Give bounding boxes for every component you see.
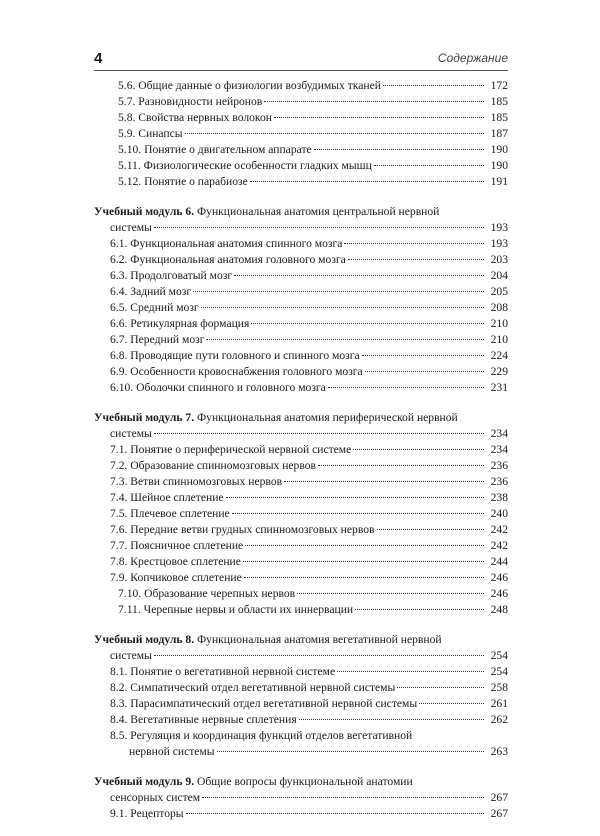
toc-entry: 7.1. Понятие о периферической нервной системе 234 — [110, 443, 508, 456]
module-7-title: Учебный модуль 7. Функциональная анатомия периферической нервной — [94, 411, 458, 424]
toc-entry: 6.9. Особенности кровоснабжения головного мозга 229 — [110, 365, 508, 378]
toc-entry: 5.6. Общие данные о физиологии возбудимых тканей 172 — [118, 79, 508, 92]
toc-entry: 5.11. Физиологические особенности гладких мышц 190 — [118, 159, 508, 172]
toc-entry: 9.1. Рецепторы 267 — [110, 807, 508, 820]
toc-entry-cont: нервной системы 263 — [129, 745, 508, 758]
toc-entry: 8.2. Симпатический отдел вегетативной нервной системы 258 — [110, 681, 508, 694]
toc-entry: 6.4. Задний мозг 205 — [110, 285, 508, 298]
page-number: 4 — [94, 50, 103, 67]
toc-entry: 6.3. Продолговатый мозг 204 — [110, 269, 508, 282]
toc-entry: 5.9. Синапсы 187 — [118, 127, 508, 140]
toc-entry: 7.5. Плечевое сплетение 240 — [110, 507, 508, 520]
toc-entry: 7.9. Копчиковое сплетение 246 — [110, 571, 508, 584]
header-rule — [94, 70, 508, 71]
toc-entry: 8.1. Понятие о вегетативной нервной системе 254 — [110, 665, 508, 678]
toc-entry: 8.4. Вегетативные нервные сплетения 262 — [110, 713, 508, 726]
module-6-title: Учебный модуль 6. Функциональная анатомия центральной нервной — [94, 205, 440, 218]
toc-entry: 5.7. Разновидности нейронов 185 — [118, 95, 508, 108]
module-8 — [94, 632, 508, 760]
running-title: Содержание — [437, 51, 508, 65]
toc-entry: 6.8. Проводящие пути головного и спинного мозга 224 — [110, 349, 508, 362]
toc-entry: 5.12. Понятие о парабиозе 191 — [118, 175, 508, 188]
toc-entry: 6.5. Средний мозг 208 — [110, 301, 508, 314]
module-7-title-cont: системы 234 — [110, 427, 508, 440]
module-6-title-cont: системы 193 — [110, 221, 508, 234]
toc-entry: 7.6. Передние ветви грудных спинномозговых нервов 242 — [110, 523, 508, 536]
toc-entry: 6.2. Функциональная анатомия головного мозга 203 — [110, 253, 508, 266]
module-6 — [94, 204, 508, 396]
toc-entry: 6.6. Ретикулярная формация 210 — [110, 317, 508, 330]
toc-entry: 7.7. Поясничное сплетение 242 — [110, 539, 508, 552]
module-7 — [94, 410, 508, 618]
module-9 — [94, 774, 508, 822]
toc-entry: 7.8. Крестцовое сплетение 244 — [110, 555, 508, 568]
toc-entry: 7.11. Черепные нервы и области их иннервации 248 — [118, 603, 508, 616]
toc-entry: 6.1. Функциональная анатомия спинного мозга 193 — [110, 237, 508, 250]
toc-entry: 8.5. Регуляция и координация функций отделов вегетативной — [110, 729, 413, 742]
toc-entry: 5.8. Свойства нервных волокон 185 — [118, 111, 508, 124]
toc-entry: 7.2. Образование спинномозговых нервов 236 — [110, 459, 508, 472]
toc-entry: 5.10. Понятие о двигательном аппарате 190 — [118, 143, 508, 156]
toc-entry: 6.10. Оболочки спинного и головного мозга 231 — [110, 381, 508, 394]
page-header — [94, 50, 508, 72]
toc-entry: 7.4. Шейное сплетение 238 — [110, 491, 508, 504]
toc-entry: 8.3. Парасимпатический отдел вегетативной нервной системы 261 — [110, 697, 508, 710]
module-9-title: Учебный модуль 9. Общие вопросы функциональной анатомии — [94, 775, 413, 788]
module-8-title: Учебный модуль 8. Функциональная анатомия вегетативной нервной — [94, 633, 442, 646]
module-8-title-cont: системы 254 — [110, 649, 508, 662]
module-9-title-cont: сенсорных систем 267 — [110, 791, 508, 804]
toc-entry: 7.10. Образование черепных нервов 246 — [118, 587, 508, 600]
table-of-contents — [94, 78, 508, 836]
toc-entry: 7.3. Ветви спинномозговых нервов 236 — [110, 475, 508, 488]
module-5-continued — [94, 78, 508, 190]
toc-entry: 6.7. Передний мозг 210 — [110, 333, 508, 346]
